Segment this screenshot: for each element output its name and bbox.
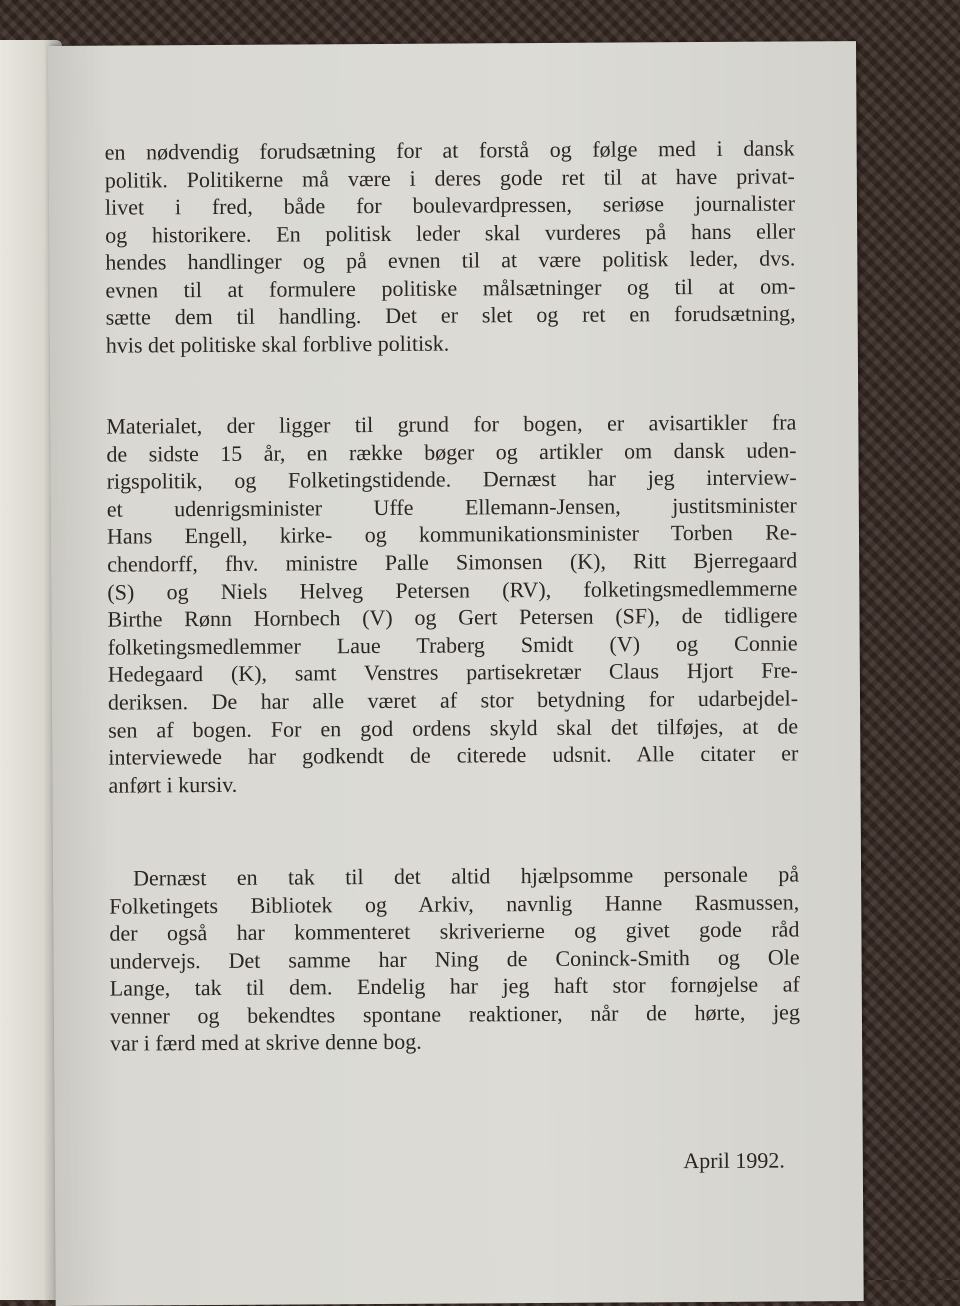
text-line: rigspolitik, og Folketingstidende. Dernæst har jeg interview- [106,464,797,494]
text-line: (S) og Niels Helveg Petersen (RV), folketingsmedlemmerne [107,575,798,605]
text-line: politik. Politikerne må være i deres gode ret til at have privat- [104,162,795,193]
text-line: der også har kommenteret skriverierne og givet gode råd [109,916,800,946]
text-line: evnen til at formulere politiske målsætninger og til at om- [105,272,796,303]
text-line: Folketingets Bibliotek og Arkiv, navnlig Hanne Rasmussen, [109,888,800,919]
text-line: anført i kursiv. [108,771,238,798]
text-line: Hedegaard (K), samt Venstres partisekretær Claus Hjort Fre- [107,657,798,688]
text-line: folketingsmedlemmer Laue Traberg Smidt (V) og Connie [107,630,798,660]
text-line: deriksen. De har alle været af stor betydning for udarbejdel- [107,685,799,715]
text-line: og historikere. En politisk leder skal vurderes på hans eller [105,217,796,248]
text-line: undervejs. Det samme har Ning de Coninck-Smith og Ole [109,943,800,974]
text-line: Hans Engell, kirke- og kommunikationsminister Torben Re- [106,519,798,550]
text-line: interviewede har godkendt de citerede udsnit. Alle citater er [108,740,799,770]
text-line: livet i fred, både for boulevardpressen, seriøse journalister [104,190,796,220]
text-line: hendes handlinger og på evnen til at være politisk leder, dvs. [105,245,796,275]
text-line: hvis det politiske skal forblive politisk. [105,330,450,358]
text-line: et udenrigsminister Uffe Ellemann-Jensen, justitsminister [106,492,797,522]
text-line: Birthe Rønn Hornbech (V) og Gert Petersen (SF), de tidligere [107,602,798,632]
text-line: de sidste 15 år, en række bøger og artikler om dansk uden- [106,437,797,467]
text-line: sætte dem til handling. Det er slet og ret en forudsætning, [105,300,796,330]
text-line: sen af bogen. For en god ordens skyld skal det tilføjes, at de [108,713,799,743]
text-line: Lange, tak til dem. Endelig har jeg haft stor fornøjelse af [109,971,800,1001]
text-line: var i færd med at skrive denne bog. [110,1028,422,1056]
book-page [48,41,864,1306]
text-line: chendorff, fhv. ministre Palle Simonsen (K), Ritt Bjerregaard [107,547,798,577]
text-line: Dernæst en tak til det altid hjælpsomme personale på [133,861,800,891]
text-line: venner og bekendtes spontane reaktioner, når de hørte, jeg [109,998,800,1029]
text-line: Materialet, der ligger til grund for bogen, er avisartikler fra [106,409,797,439]
text-line: en nødvendig forudsætning for at forstå og følge med i dansk [104,135,795,165]
date-signature: April 1992. [683,1147,785,1174]
